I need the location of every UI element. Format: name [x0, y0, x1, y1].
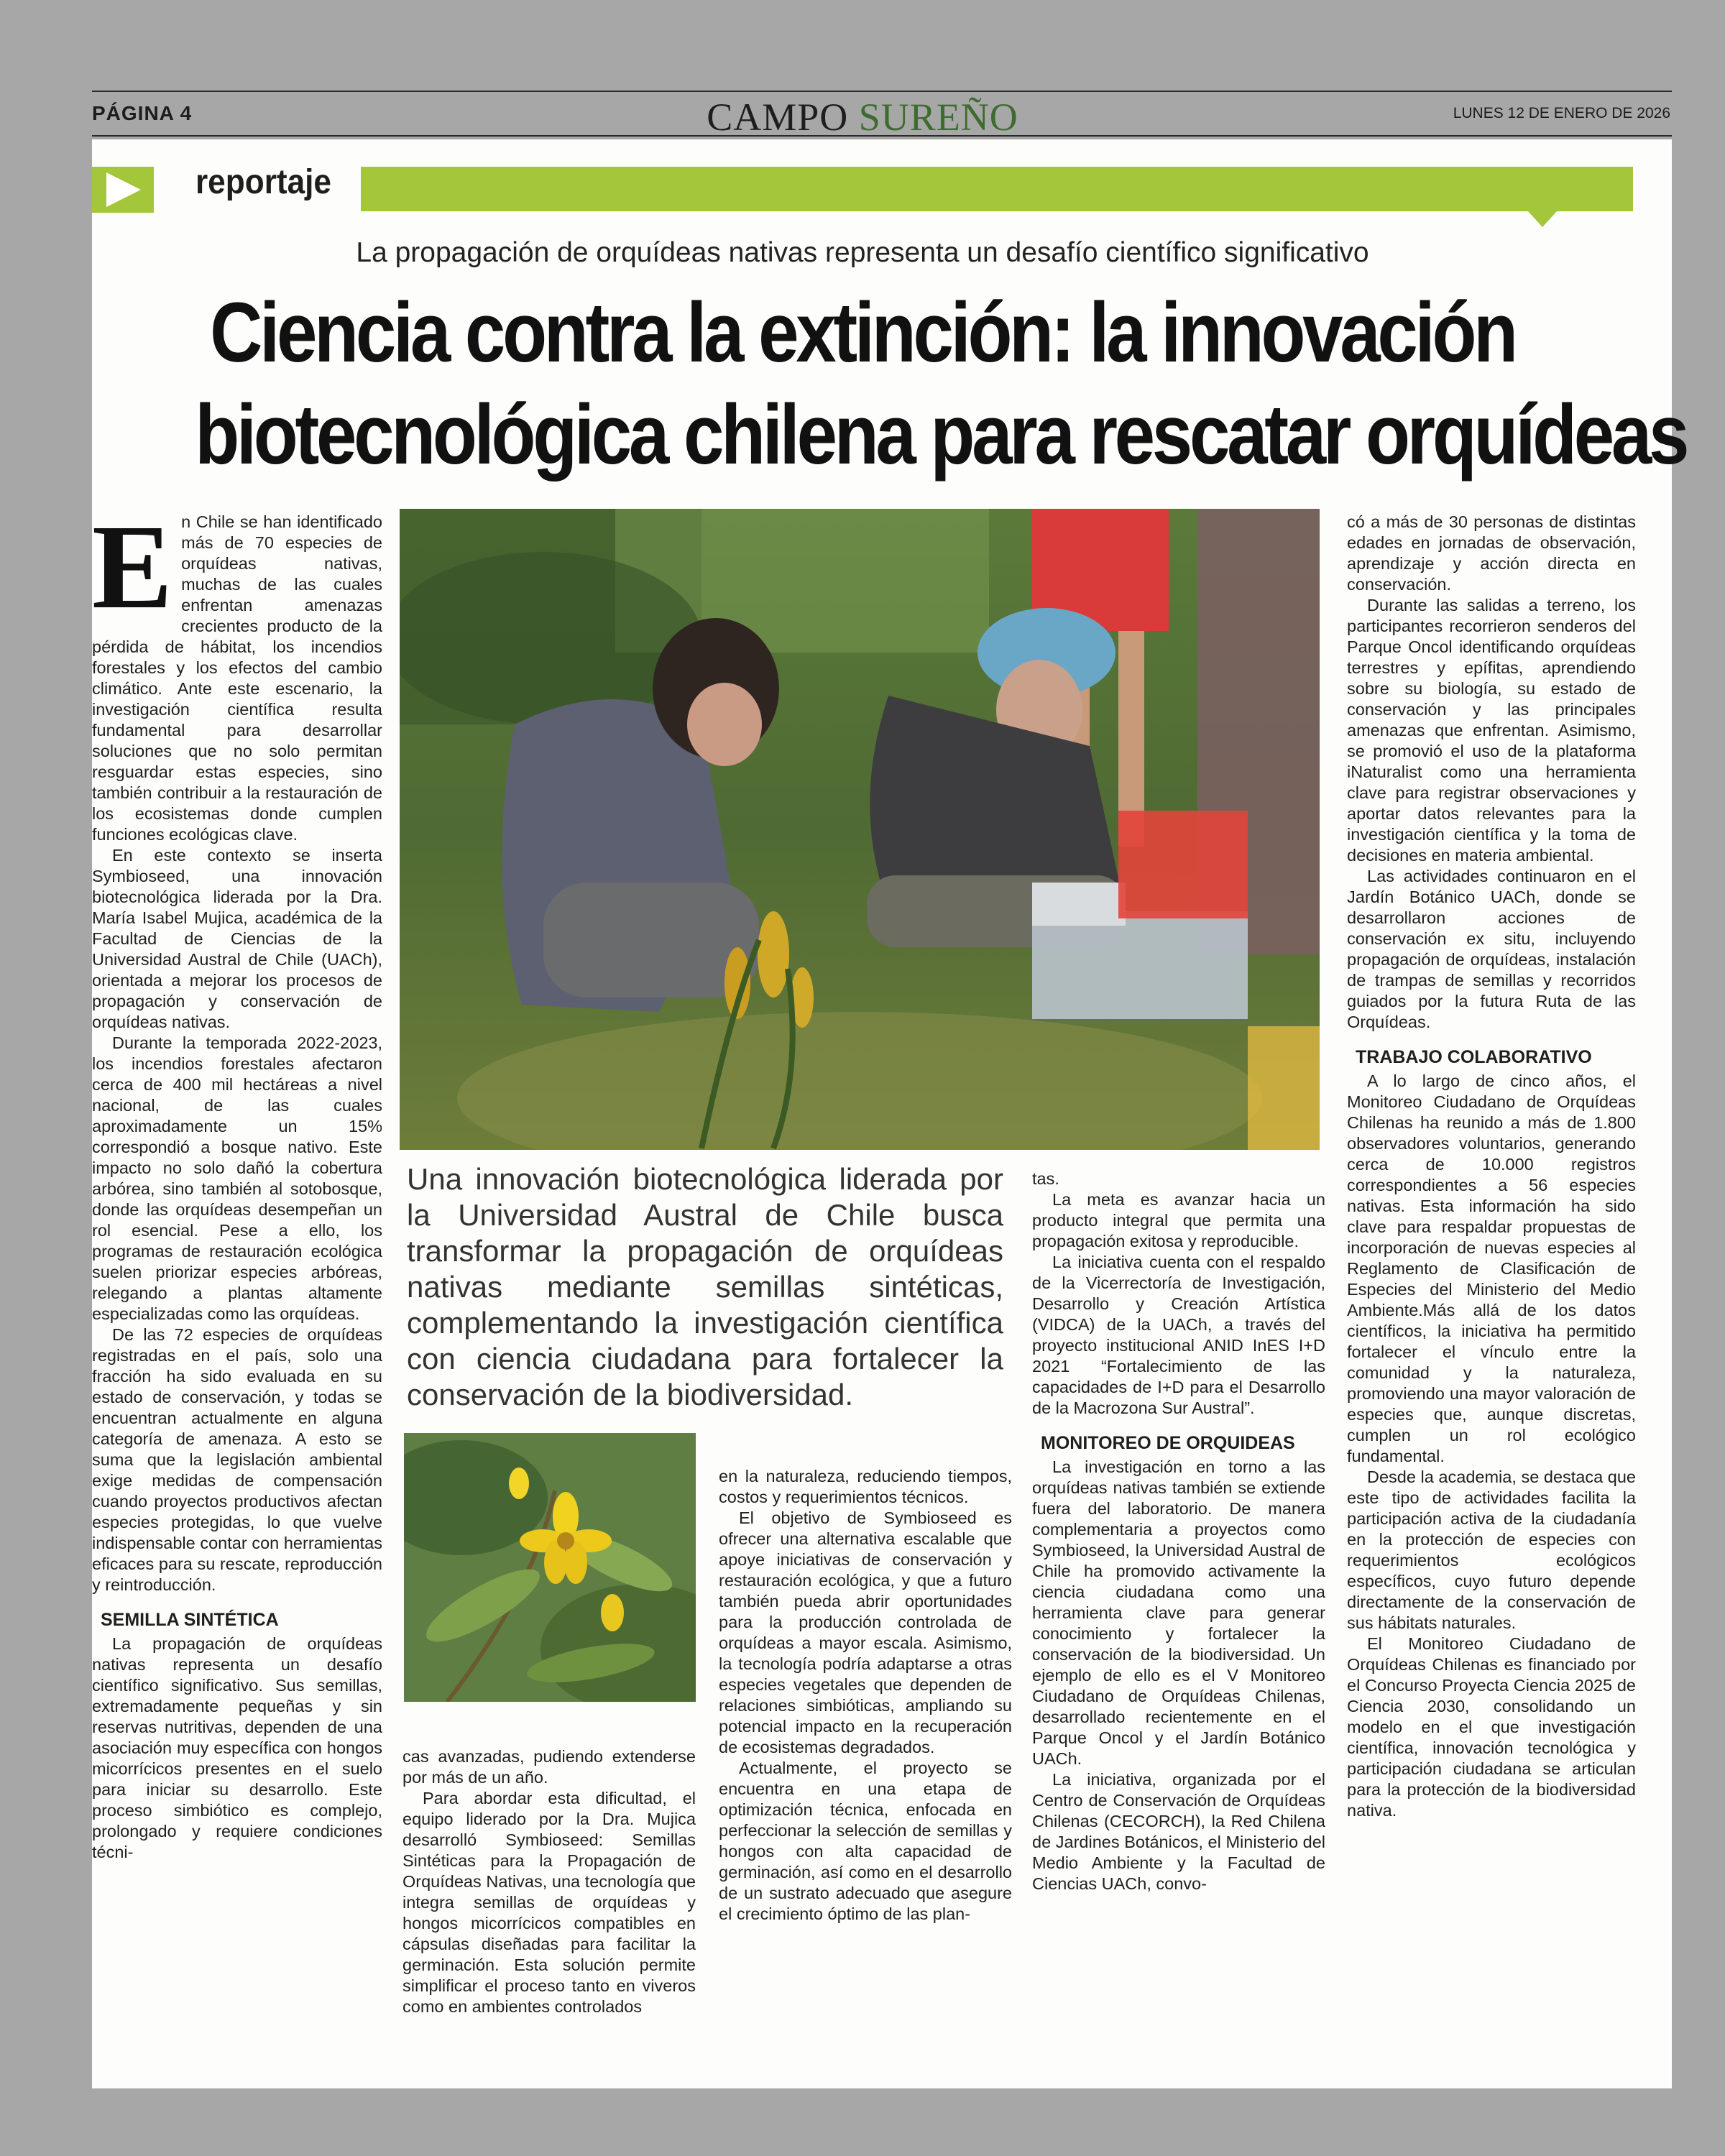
section-band-pointer: [1528, 211, 1557, 227]
paragraph: Las actividades continuaron en el Jardín Botánico UACh, donde se desarrollaron acciones de conservación ex situ, incluyendo propagación de orquídeas, instalación de trampas de semillas y recorridos guiados por la futura Ruta de las Orquídeas.: [1347, 867, 1636, 1031]
subhead-trabajo-colaborativo: TRABAJO COLABORATIVO: [1356, 1047, 1592, 1067]
article-column-1: [92, 500, 382, 1863]
paragraph: Durante las salidas a terreno, los participantes recorrieron senderos del Parque Oncol identificando orquídeas terrestres y epífitas, aprendiendo sobre su biología, su estado de conservación y las principales amenazas que enfrentan. Asimismo, se promovió el uso de la plataforma iNaturalist como una herramienta clave para registrar observaciones y aportar datos relevantes para la investigación científica y la toma de decisiones en materia ambiental.: [1347, 596, 1636, 865]
orchid-flower-photo: [404, 1433, 696, 1702]
article-lead: Una innovación biotecnológica liderada por la Universidad Austral de Chile busca transformar la propagación de orquídeas nativas mediante semillas sintéticas, complementando la investigación científica con ciencia ciudadana para fortalecer la conservación de la biodiversidad.: [407, 1162, 1003, 1411]
subhead-semilla-sintetica: SEMILLA SINTÉTICA: [101, 1610, 279, 1630]
paragraph: El objetivo de Symbioseed es ofrecer una alternativa escalable que apoye iniciativas de conservación y restauración ecológica, y que a futuro también pueda abrir oportunidades para la producción controlada de orquídeas a mayor escala. Asimismo, la tecnología podría adaptarse a otras especies vegetales que dependen de relaciones simbióticas, ampliando su potencial impacto en la recuperación de ecosistemas degradados.: [719, 1508, 1012, 1756]
paragraph: La meta es avanzar hacia un producto integral que permita una propagación exitosa y reproducible.: [1032, 1190, 1325, 1250]
subhead-monitoreo: MONITOREO DE ORQUIDEAS: [1041, 1433, 1295, 1453]
paragraph: có a más de 30 personas de distintas edades en jornadas de observación, aprendizaje y acción directa en conservación.: [1347, 512, 1636, 594]
headline-line-2: biotecnológica chilena para rescatar orquídeas: [195, 387, 1687, 482]
article-column-4: [1032, 1169, 1325, 1894]
drop-cap: E: [92, 500, 173, 634]
paragraph: n Chile se han identificado más de 70 especies de orquídeas nativas, muchas de las cuales enfrentan amenazas crecientes producto de la pérdida de hábitat, los incendios forestales y los efectos del cambio climático. Ante este escenario, la investigación científica resulta fundamental para desarrollar soluciones que no solo permitan resguardar estas especies, sino también contribuir a la restauración de los ecosistemas donde cumplen funciones ecológicas clave.: [92, 512, 382, 844]
newspaper-title-part2: SUREÑO: [858, 96, 1018, 139]
paragraph: Durante la temporada 2022-2023, los incendios forestales afectaron cerca de 400 mil hectáreas a nivel nacional, de las cuales aproximadamente un 15% correspondió a bosque nativo. Este impacto no solo dañó la cobertura arbórea, sino también al sotobosque, donde las orquídeas desempeñan un rol esencial. Pese a ello, los programas de restauración ecológica suelen priorizar especies arbóreas, relegando a plantas altamente especializadas como las orquídeas.: [92, 1033, 382, 1323]
play-arrow-icon: [92, 167, 154, 213]
article-column-3: [719, 1466, 1012, 1925]
main-photo-field-work: [400, 509, 1320, 1150]
paragraph: cas avanzadas, pudiendo extenderse por más de un año.: [402, 1747, 696, 1787]
article-column-2: [402, 1746, 696, 2017]
paragraph: Para abordar esta dificultad, el equipo liderado por la Dra. Mujica desarrolló Symbioseed: Semillas Sintéticas para la Propagación de Orquídeas Nativas, una tecnología que integra semillas de orquídeas y hongos micorrícicos compatibles en cápsulas diseñadas para facilitar la germinación. Esta solución permite simplificar el proceso tanto en viveros como en ambientes controlados: [402, 1789, 696, 2016]
section-label: reportaje: [196, 163, 331, 201]
section-band: [361, 167, 1633, 211]
paragraph: El Monitoreo Ciudadano de Orquídeas Chilenas es financiado por el Concurso Proyecta Ciencia 2025 de Ciencia 2030, consolidando un modelo en el que investigación científica, innovación tecnológica y participación ciudadana se articulan para la protección de la biodiversidad nativa.: [1347, 1634, 1636, 1820]
paragraph: La investigación en torno a las orquídeas nativas también se extiende fuera del laboratorio. De manera complementaria a proyectos como Symbioseed, la Universidad Austral de Chile ha promovido activamente la ciencia ciudadana como una herramienta clave para generar conocimiento y fortalecer la conservación de la biodiversidad. Un ejemplo de ello es el V Monitoreo Ciudadano de Orquídeas Chilenas, desarrollado recientemente en el Parque Oncol y el Jardín Botánico UACh.: [1032, 1457, 1325, 1768]
paragraph: En este contexto se inserta Symbioseed, una innovación biotecnológica liderada por la Dra. María Isabel Mujica, académica de la Facultad de Ciencias de la Universidad Austral de Chile (UACh), orientada a mejorar los procesos de propagación y conservación de orquídeas nativas.: [92, 846, 382, 1031]
paragraph: tas.: [1032, 1169, 1059, 1188]
paragraph: Desde la academia, se destaca que este tipo de actividades facilita la participación activa de la ciudadanía en la protección de especies con requerimientos ecológicos específicos, cuyo futuro depende directamente de la conservación de sus hábitats naturales.: [1347, 1468, 1636, 1632]
paragraph: Actualmente, el proyecto se encuentra en una etapa de optimización técnica, enfocada en perfeccionar la selección de semillas y hongos con alta capacidad de germinación, así como en el desarrollo de un sustrato adecuado que asegure el crecimiento óptimo de las plan-: [719, 1759, 1012, 1923]
newspaper-title-part1: CAMPO: [707, 96, 849, 139]
article-column-5: [1347, 512, 1636, 1821]
article-kicker: La propagación de orquídeas nativas representa un desafío científico significativo: [356, 237, 1369, 268]
paragraph: La propagación de orquídeas nativas representa un desafío científico significativo. Sus semillas, extremadamente pequeñas y sin reservas nutritivas, dependen de una asociación muy específica con hongos micorrícicos presentes en el suelo para iniciar su desarrollo. Este proceso simbiótico es complejo, prolongado y requiere condiciones técni-: [92, 1634, 382, 1861]
issue-date: LUNES 12 DE ENERO DE 2026: [1453, 105, 1670, 121]
headline-line-1: Ciencia contra la extinción: la innovación: [210, 285, 1515, 380]
article-headline: [195, 282, 1687, 486]
paragraph: De las 72 especies de orquídeas registradas en el país, solo una fracción ha sido evaluada en su estado de conservación, y todas se encuentran actualmente en alguna categoría de amenaza. A esto se suma que la legislación ambiental exige medidas de compensación cuando proyectos productivos afectan especies protegidas, lo que vuelve indispensable contar con herramientas eficaces para su rescate, reproducción y reintroducción.: [92, 1325, 382, 1594]
page-label: PÁGINA 4: [92, 102, 193, 124]
paragraph: en la naturaleza, reduciendo tiempos, costos y requerimientos técnicos.: [719, 1467, 1012, 1506]
paragraph: A lo largo de cinco años, el Monitoreo Ciudadano de Orquídeas Chilenas ha reunido a más de 1.800 observadores voluntarios, generando cerca de 10.000 registros correspondientes a 56 especies nativas. Esta información ha sido clave para respaldar propuestas de incorporación de nuevas especies al Reglamento de Clasificación de Especies del Ministerio del Medio Ambiente.Más allá de los datos científicos, la iniciativa ha permitido fortalecer el vínculo entre la comunidad y la naturaleza, promoviendo una mayor valoración de especies que, aunque discretas, cumplen un rol ecológico fundamental.: [1347, 1072, 1636, 1465]
masthead-top-rule: [92, 91, 1672, 92]
paragraph: La iniciativa, organizada por el Centro de Conservación de Orquídeas Chilenas (CECORCH), la Red Chilena de Jardines Botánicos, el Ministerio del Medio Ambiente y la Facultad de Ciencias UACh, convo-: [1032, 1770, 1325, 1893]
paragraph: La iniciativa cuenta con el respaldo de la Vicerrectoría de Investigación, Desarrollo y Creación Artística (VIDCA) de la UACh, a través del proyecto institucional ANID InES I+D 2021 “Fortalecimiento de las capacidades de I+D para el Desarrollo de la Macrozona Sur Austral”.: [1032, 1253, 1325, 1417]
